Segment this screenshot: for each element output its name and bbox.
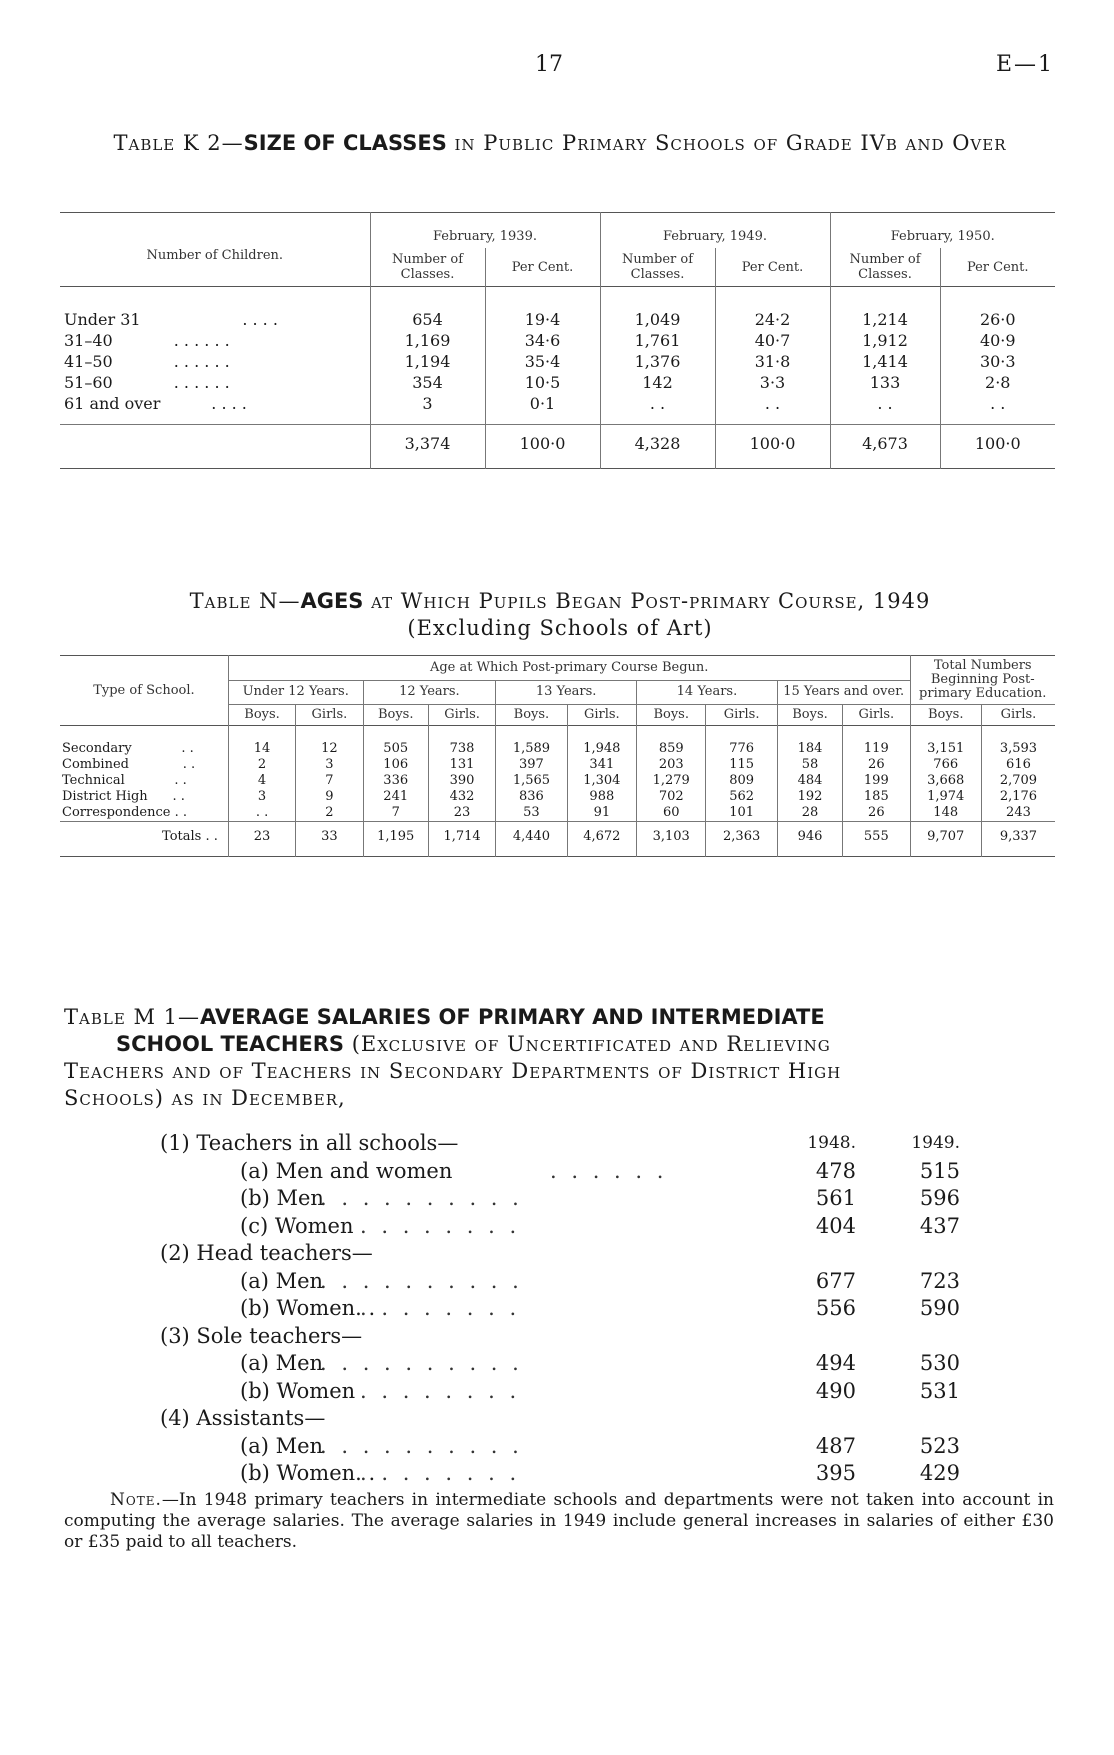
salary-1948: 556 [815,1296,856,1320]
year-header: 1949. [911,1133,960,1153]
row-label: District High . . [62,789,185,804]
period-header: February, 1949. [600,213,830,249]
cell: 2 [228,757,295,773]
col-boys: Boys. [228,705,295,726]
col-percent: Per Cent. [715,248,830,287]
col-percent: Per Cent. [485,248,600,287]
cell: 616 [981,757,1055,773]
cell: 31·8 [715,351,830,372]
leader-dots: . . . . . . [550,1158,668,1183]
cell: . . [228,805,295,822]
table-m1-title-bold-2: SCHOOL TEACHERS [116,1032,345,1056]
row-label: Secondary . . [62,741,194,756]
table-row [60,351,1055,372]
col-total: Total Numbers Beginning Post-primary Education. [910,656,1055,705]
cell: 7 [363,805,428,822]
salary-1948: 490 [815,1378,856,1403]
salary-row [160,1323,960,1351]
salary-row [160,1130,960,1158]
salary-row [160,1268,960,1296]
cell: 101 [706,805,777,822]
cell: 7 [296,773,363,789]
col-girls: Girls. [706,705,777,726]
cell: . . [715,393,830,425]
salary-1948: 487 [815,1433,856,1458]
table-n-subtitle: (Excluding Schools of Art) [407,616,713,640]
salary-1949: 523 [919,1433,960,1458]
cell: 26 [843,757,910,773]
cell: 562 [706,789,777,805]
cell: 131 [428,757,495,773]
cell: 26 [843,805,910,822]
note-text: —In 1948 primary teachers in intermediate schools and departments were not taken into account in computing the average salaries. The average salaries in 1949 include general increases in salaries of either £30 or £35 paid to all teachers. [64,1490,1054,1552]
salary-row [160,1378,960,1406]
total-cell: 9,337 [981,822,1055,857]
salary-1948: 494 [815,1351,856,1375]
salary-label: (c) Women [240,1213,354,1238]
salary-label: (3) Sole teachers— [160,1323,363,1348]
salary-label: (a) Men [240,1433,324,1458]
col-girls: Girls. [428,705,495,726]
salary-row [160,1295,960,1323]
cell: 988 [567,789,636,805]
salary-label: (b) Men [240,1186,324,1210]
cell: 241 [363,789,428,805]
col-boys: Boys. [910,705,981,726]
cell: 53 [496,805,567,822]
table-row [60,805,1055,822]
page-header [0,52,1114,82]
salary-row [160,1405,960,1433]
col-boys: Boys. [496,705,567,726]
cell: 1,948 [567,726,636,758]
total-cell: 33 [296,822,363,857]
cell: 185 [843,789,910,805]
col-boys: Boys. [777,705,842,726]
salary-1949: 515 [919,1158,960,1183]
salary-1949: 596 [919,1186,960,1210]
col-girls: Girls. [981,705,1055,726]
col-percent: Per Cent. [940,248,1055,287]
cell: 432 [428,789,495,805]
total-cell: 946 [777,822,842,857]
col-girls: Girls. [296,705,363,726]
table-n-title [60,588,1060,642]
salary-1948: 404 [815,1213,856,1238]
cell: 91 [567,805,636,822]
cell: 776 [706,726,777,758]
salary-label: (4) Assistants— [160,1406,326,1430]
cell: 3 [296,757,363,773]
leader-dots: . . . . . . . . [360,1461,521,1485]
cell: 24·2 [715,287,830,331]
table-row [60,773,1055,789]
total-cell: 100·0 [485,425,600,469]
cell: 766 [910,757,981,773]
period-header: February, 1950. [830,213,1055,249]
total-cell: 4,328 [600,425,715,469]
cell: 1,214 [830,287,940,331]
row-label: Correspondence . . [62,805,187,820]
age-group-header: 12 Years. [363,680,496,705]
table-row [60,757,1055,773]
cell: 2 [296,805,363,822]
cell: 397 [496,757,567,773]
table-k2 [60,212,1055,469]
total-cell: 3,374 [370,425,485,469]
cell: 115 [706,757,777,773]
cell: 58 [777,757,842,773]
row-label: Combined . . [62,757,196,772]
cell: . . [940,393,1055,425]
table-n [60,655,1055,857]
cell: 184 [777,726,842,758]
table-row [60,287,1055,331]
cell: 28 [777,805,842,822]
table-m1-title-prefix: Table M 1— [64,1005,200,1029]
cell: 199 [843,773,910,789]
salary-label: (b) Women. . [240,1461,376,1485]
total-cell: 3,103 [637,822,706,857]
col-classes: Number of Classes. [830,248,940,287]
cell: 859 [637,726,706,758]
cell: 1,912 [830,330,940,351]
cell: 738 [428,726,495,758]
table-row [60,330,1055,351]
col-age-group: Age at Which Post-primary Course Begun. [228,656,910,681]
cell: 1,565 [496,773,567,789]
note-label: Note. [110,1490,162,1510]
col-girls: Girls. [843,705,910,726]
row-label: 41–50 . . . . . . [64,352,230,371]
salary-label: (a) Men [240,1268,324,1293]
cell: 341 [567,757,636,773]
salary-1949: 590 [919,1296,960,1320]
col-boys: Boys. [637,705,706,726]
cell: 654 [370,287,485,331]
cell: 836 [496,789,567,805]
cell: 3,151 [910,726,981,758]
cell: 192 [777,789,842,805]
year-header: 1948. [807,1133,856,1153]
salary-label: (a) Men [240,1351,324,1375]
cell: 1,169 [370,330,485,351]
age-group-header: 13 Years. [496,680,637,705]
cell: 1,589 [496,726,567,758]
page-code: E—1 [995,52,1054,77]
row-label: 31–40 . . . . . . [64,331,230,350]
cell: 203 [637,757,706,773]
cell: 142 [600,372,715,393]
total-cell: 100·0 [940,425,1055,469]
age-group-header: 14 Years. [637,680,778,705]
cell: 2·8 [940,372,1055,393]
total-cell: 100·0 [715,425,830,469]
salary-label: (1) Teachers in all schools— [160,1131,459,1155]
salary-row [160,1185,960,1213]
cell: 4 [228,773,295,789]
cell: 809 [706,773,777,789]
table-k2-title-bold: SIZE OF CLASSES [243,131,447,155]
total-cell: 4,672 [567,822,636,857]
footnote [64,1490,1054,1553]
table-row [60,393,1055,425]
cell: 1,376 [600,351,715,372]
cell: 2,176 [981,789,1055,805]
salary-row [160,1350,960,1378]
cell: . . [600,393,715,425]
cell: 40·7 [715,330,830,351]
cell: 19·4 [485,287,600,331]
cell: 1,304 [567,773,636,789]
salary-1949: 531 [919,1378,960,1403]
salary-1949: 437 [919,1213,960,1238]
cell: 40·9 [940,330,1055,351]
totals-label: Totals . . [60,822,228,857]
table-m1-title-bold-1: AVERAGE SALARIES OF PRIMARY AND INTERMEDIATE [200,1005,825,1029]
table-n-title-bold: AGES [300,589,364,613]
age-group-header: Under 12 Years. [228,680,363,705]
table-m1-title-line-3: Teachers and of Teachers in Secondary Departments of District High [64,1059,842,1083]
period-header: February, 1939. [370,213,600,249]
salary-label: (a) Men and women [240,1158,453,1183]
table-m1-title-rest-1: (Exclusive of Uncertificated and Relieving [344,1032,831,1056]
leader-dots: . . . . . . . . . . [320,1186,523,1210]
salary-row [160,1213,960,1241]
total-cell: 1,714 [428,822,495,857]
salary-label: (2) Head teachers— [160,1241,373,1265]
table-m1-title [64,1004,1064,1112]
table-k2-title-rest: in Public Primary Schools of Grade IVb and Over [446,131,1007,155]
totals-row [60,425,1055,469]
salary-1949: 429 [919,1461,960,1485]
cell: 1,974 [910,789,981,805]
cell: 34·6 [485,330,600,351]
cell: 148 [910,805,981,822]
cell: 26·0 [940,287,1055,331]
salary-1948: 478 [815,1158,856,1183]
age-group-header: 15 Years and over. [777,680,910,705]
cell: 243 [981,805,1055,822]
totals-label [60,425,370,469]
cell: 14 [228,726,295,758]
cell: 119 [843,726,910,758]
cell: 9 [296,789,363,805]
salary-list [160,1130,960,1488]
total-cell: 4,440 [496,822,567,857]
leader-dots: . . . . . . . . [360,1213,521,1238]
leader-dots: . . . . . . . . [360,1378,521,1403]
cell: 10·5 [485,372,600,393]
leader-dots: . . . . . . . . . . [320,1351,523,1375]
salary-1948: 561 [815,1186,856,1210]
table-row [60,726,1055,758]
table-k2-title-prefix: Table K 2— [113,131,244,155]
cell: 23 [428,805,495,822]
cell: 702 [637,789,706,805]
table-n-title-prefix: Table N— [189,589,301,613]
cell: 390 [428,773,495,789]
total-cell: 555 [843,822,910,857]
cell: 336 [363,773,428,789]
salary-label: (b) Women [240,1378,356,1403]
salary-1948: 677 [815,1268,856,1293]
leader-dots: . . . . . . . . . . [320,1268,523,1293]
table-n-title-rest: at Which Pupils Began Post-primary Course, 1949 [363,589,931,613]
table-row [60,372,1055,393]
col-classes: Number of Classes. [600,248,715,287]
salary-row [160,1433,960,1461]
salary-row [160,1460,960,1488]
cell: 35·4 [485,351,600,372]
row-label: Under 31 . . . . [64,310,278,329]
cell: 1,279 [637,773,706,789]
row-label: 61 and over . . . . [64,394,247,413]
cell: 3 [370,393,485,425]
total-cell: 4,673 [830,425,940,469]
table-row [60,789,1055,805]
cell: 2,709 [981,773,1055,789]
col-type: Type of School. [93,682,195,698]
salary-1949: 723 [919,1268,960,1293]
cell: 0·1 [485,393,600,425]
cell: 354 [370,372,485,393]
cell: 1,194 [370,351,485,372]
col-number-of-children: Number of Children. [146,248,284,263]
cell: 60 [637,805,706,822]
cell: 3 [228,789,295,805]
total-cell: 9,707 [910,822,981,857]
col-classes: Number of Classes. [370,248,485,287]
salary-label: (b) Women. . [240,1296,376,1320]
total-cell: 2,363 [706,822,777,857]
page-number: 17 [535,52,563,77]
leader-dots: . . . . . . . . . . [320,1433,523,1458]
cell: 133 [830,372,940,393]
cell: 3·3 [715,372,830,393]
row-label: 51–60 . . . . . . [64,373,230,392]
total-cell: 1,195 [363,822,428,857]
leader-dots: . . . . . . . . [360,1296,521,1320]
salary-row [160,1158,960,1186]
salary-1948: 395 [815,1461,856,1485]
cell: 505 [363,726,428,758]
total-cell: 23 [228,822,295,857]
cell: 1,761 [600,330,715,351]
salary-row [160,1240,960,1268]
cell: 3,593 [981,726,1055,758]
salary-1949: 530 [919,1351,960,1375]
cell: 12 [296,726,363,758]
cell: 1,049 [600,287,715,331]
cell: 484 [777,773,842,789]
totals-row [60,822,1055,857]
cell: . . [830,393,940,425]
cell: 106 [363,757,428,773]
table-m1-title-line-4: Schools) as in December, [64,1086,346,1110]
cell: 1,414 [830,351,940,372]
col-girls: Girls. [567,705,636,726]
cell: 30·3 [940,351,1055,372]
row-label: Technical . . [62,773,187,788]
col-boys: Boys. [363,705,428,726]
table-k2-title [60,130,1060,157]
cell: 3,668 [910,773,981,789]
